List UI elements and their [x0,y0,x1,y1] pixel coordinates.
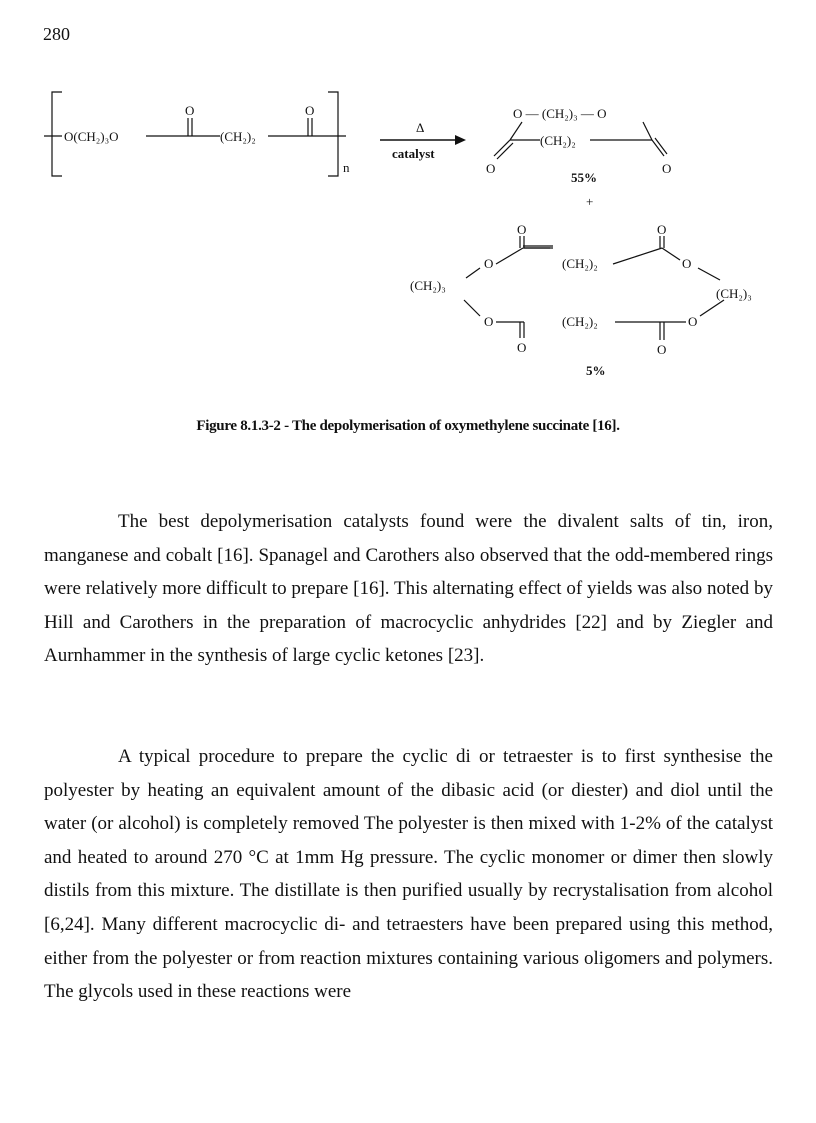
plus-sign: + [586,194,594,209]
carbonyl-o-1: O [185,103,195,118]
polymer-repeat-unit [44,92,350,176]
polymer-middle-group: (CH₂)₂ [220,129,256,144]
tetra-ring-o-4: O [688,314,698,329]
diester-top-chain: O — (CH₂)₃ — O [513,106,607,121]
tetra-bottom-chain: (CH₂)₂ [562,314,598,329]
tetra-ring-o-3: O [484,314,494,329]
repeat-n: n [343,160,350,175]
cyclic-diester [486,106,671,185]
page-number: 280 [43,24,70,44]
tetra-top-chain: (CH₂)₂ [562,256,598,271]
carbonyl-o-2: O [305,103,315,118]
polymer-left-group: O(CH₂)₃O [64,129,119,144]
body-paragraph-1: The best depolymerisation catalysts found were the divalent salts of tin, iron, manganese and cobalt [16]. Spanagel and Carothers also observed that the odd-membered rings were relatively more difficult to prepare [16]. This alternating effect of yields was also noted by Hill and Carothers in the preparation of macrocyclic anhydrides [22] and by Ziegler and Aurnhammer in the synthesis of large cyclic ketones [23]. [44,511,773,667]
arrow-catalyst-label: catalyst [392,146,435,161]
right-bracket [328,92,338,176]
cyclic-tetraester [410,222,752,378]
reaction-figure [40,88,780,388]
tetra-bottom-o-right: O [657,342,667,357]
arrow-heat-label: Δ [416,120,425,135]
tetra-left-chain: (CH₂)₃ [410,278,446,293]
tetra-ring-o-2: O [682,256,692,271]
diester-o-right: O [662,161,672,176]
diester-o-left: O [486,161,496,176]
tetra-right-chain: (CH₂)₃ [716,286,752,301]
tetra-ring-o-1: O [484,256,494,271]
left-bracket [52,92,62,176]
tetra-top-o-left: O [517,222,527,237]
body-paragraph-2: A typical procedure to prepare the cyclic di or tetraester is to first synthesise the polyester by heating an equivalent amount of the dibasic acid (or diester) and diol until the water (or alcohol) is completely removed The polyester is then mixed with 1-2% of the catalyst and heated to around 270 °C at 1mm Hg pressure. The cyclic monomer or dimer then slowly distils from this mixture. The distillate is then purified usually by recrystalisation from alcohol [6,24]. Many different macrocyclic di- and tetraesters have been prepared using this method, either from the polyester or from reaction mixtures containing various oligomers and polymers. The glycols used in these reactions were [44,746,773,1003]
tetra-bottom-o-left: O [517,340,527,355]
diester-yield: 55% [571,170,597,185]
figure-caption: Figure 8.1.3-2 - The depolymerisation of oxymethylene succinate [16]. [196,418,620,434]
diester-mid-chain: (CH₂)₂ [540,133,576,148]
reaction-arrow [380,120,466,161]
reaction-scheme-svg [40,88,780,388]
tetra-top-o-right: O [657,222,667,237]
tetra-yield: 5% [586,363,606,378]
